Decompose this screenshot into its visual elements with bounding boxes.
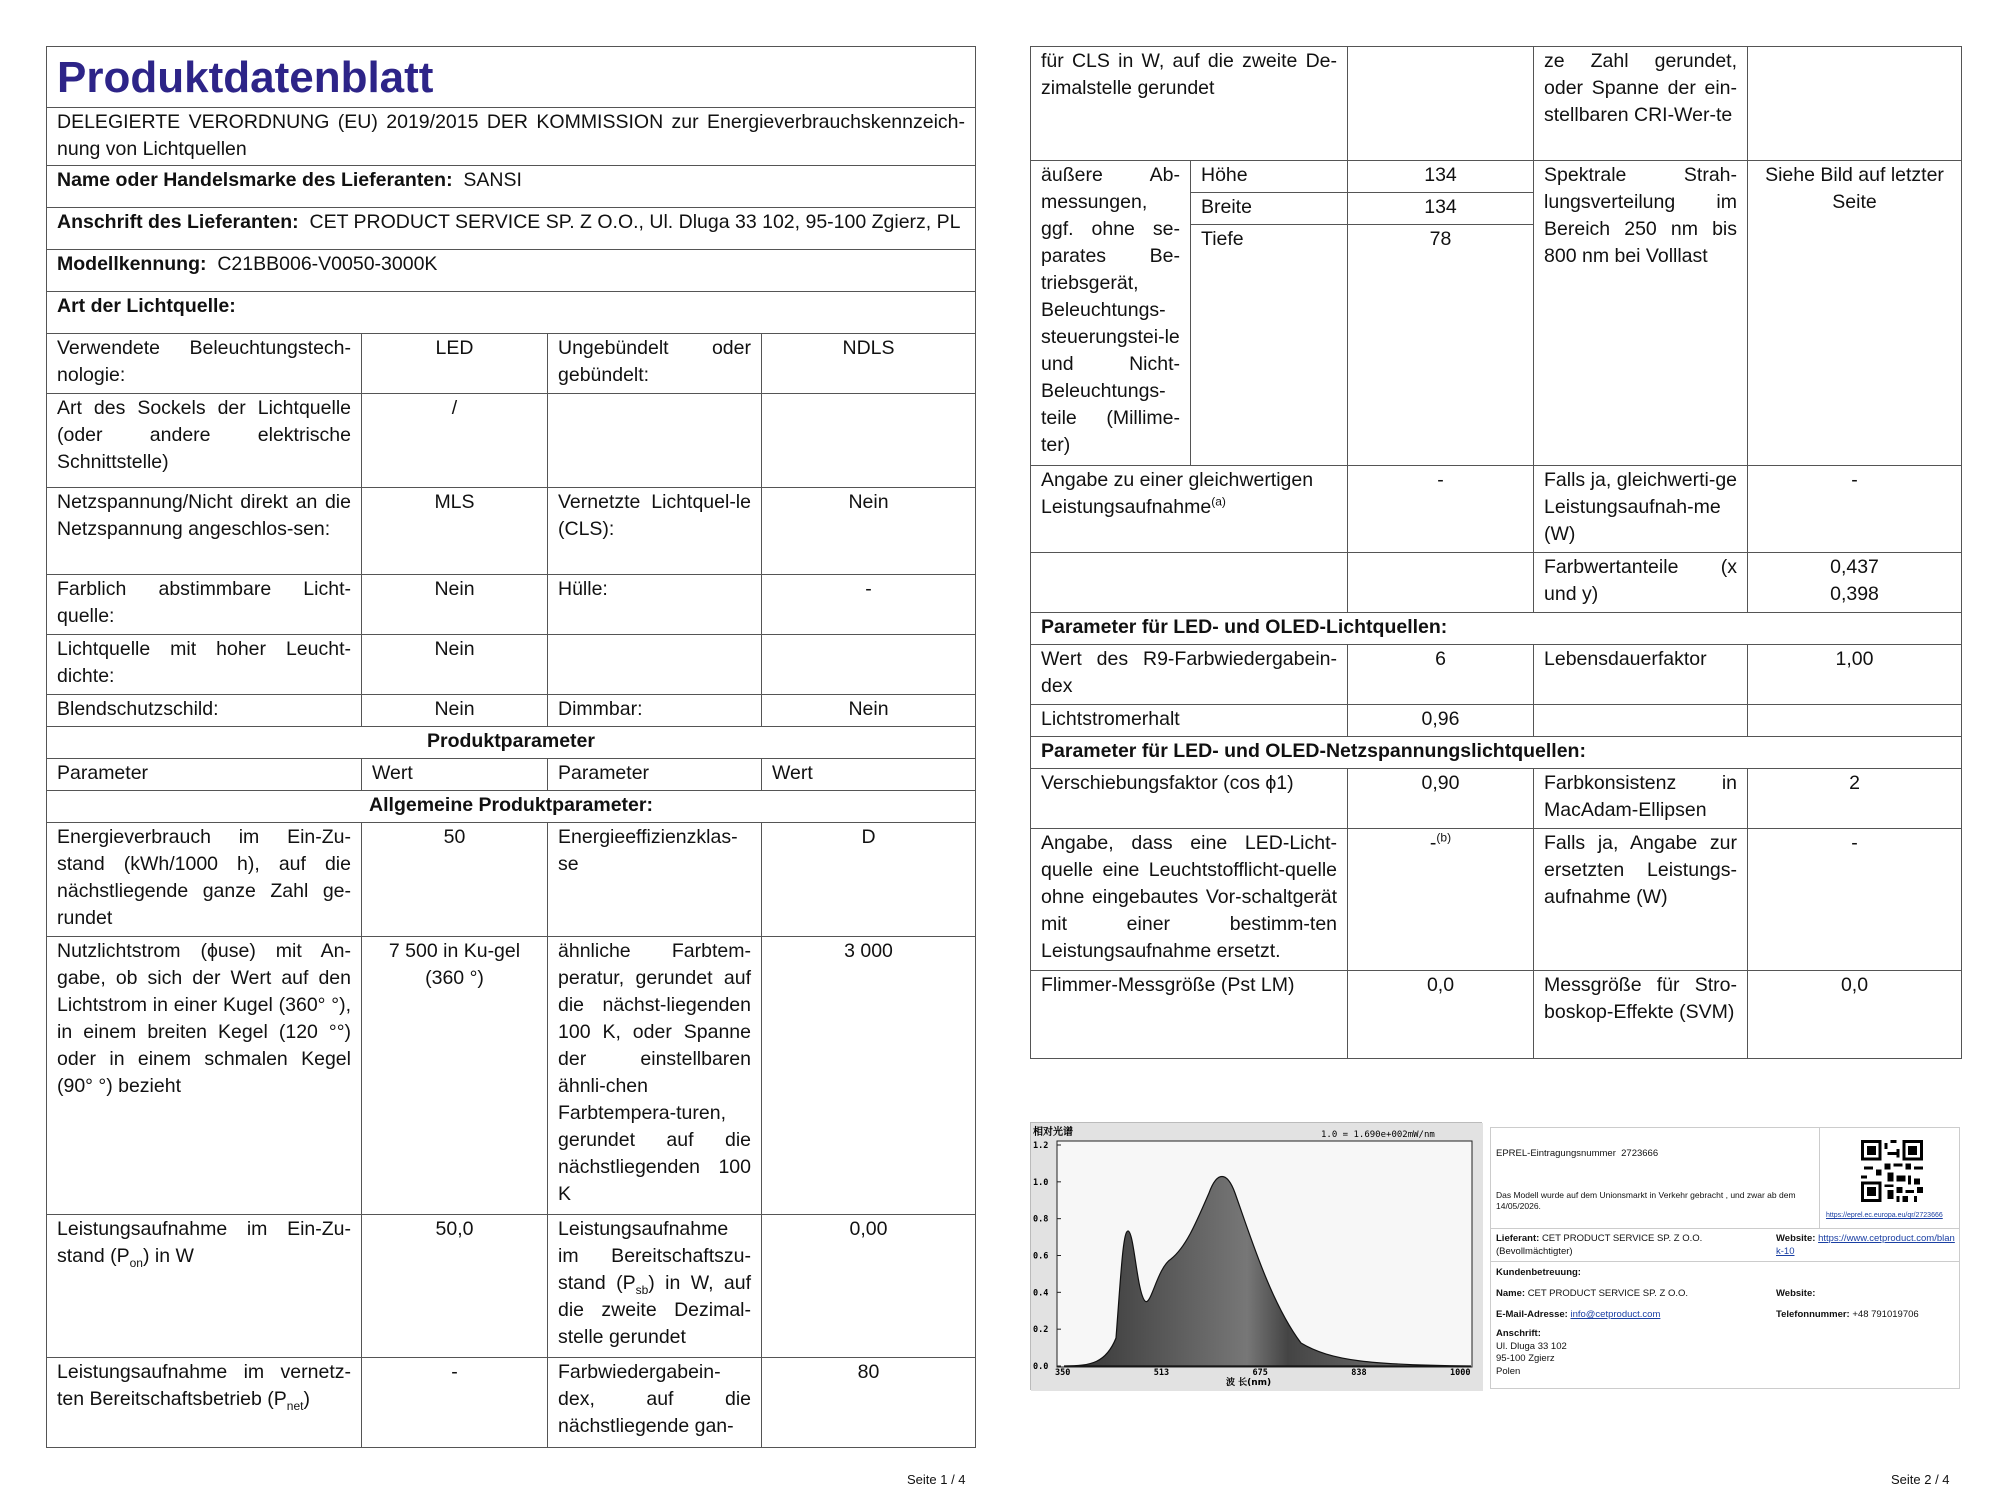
param-value: -$^{(b)}$: [1348, 829, 1534, 971]
model-id: C21BB006-V0050-3000K: [217, 253, 438, 275]
param-value: [762, 394, 976, 488]
param-label: Ungebündelt oder gebündelt:: [548, 334, 762, 394]
param-label: Flimmer-Messgröße (Pst LM): [1031, 971, 1348, 1059]
param-value: D: [762, 823, 976, 937]
param-label: Messgröße für Stro-boskop-Effekte (SVM): [1534, 971, 1748, 1059]
supplier-name: SANSI: [463, 169, 522, 191]
param-label: Dimmbar:: [548, 695, 762, 727]
param-label: Art des Sockels der Lichtquelle (oder andere elektrische Schnittstelle): [47, 394, 362, 488]
param-value: 0,00: [762, 1215, 976, 1358]
y-tick-label: 0.4: [1033, 1288, 1049, 1299]
param-label: Lebensdauerfaktor: [1534, 645, 1748, 705]
supplier-name-label: Name oder Handelsmarke des Lieferanten:: [57, 169, 453, 191]
param-label: ze Zahl gerundet, oder Spanne der ein-stellbaren CRI-Wer-te: [1534, 47, 1748, 161]
param-label: Leistungsaufnahme im vernetz-ten Bereitschaftsbetrieb $(P_{net})$: [47, 1358, 362, 1448]
supplier-name-row: [47, 166, 976, 208]
datasheet-table-page-1: [46, 46, 976, 1448]
param-label: Wert des R9-Farbwiedergabein-dex: [1031, 645, 1348, 705]
param-value: -: [1348, 466, 1534, 553]
supplier-address: CET PRODUCT SERVICE SP. Z O.O., Ul. Dluga 33 102, 95-100 Zgierz, PL: [309, 211, 961, 233]
table-row: [47, 695, 976, 727]
spectrum-chart: [1030, 1122, 1482, 1390]
cs-name: Name: CET PRODUCT SERVICE SP. Z O.O.: [1496, 1288, 1688, 1299]
y-tick-label: 0.0: [1033, 1362, 1049, 1372]
param-value: 3 000: [762, 937, 976, 1215]
eprel-registration: [1490, 1127, 1960, 1389]
param-value: 1,00: [1748, 645, 1962, 705]
dim-label: Tiefe: [1191, 225, 1348, 466]
dim-label: Breite: [1191, 193, 1348, 225]
header-row: [47, 759, 976, 791]
param-value: 2: [1748, 769, 1962, 829]
cs-website-label: Website:: [1776, 1288, 1816, 1299]
table-row: [47, 575, 976, 635]
table-row: [47, 488, 976, 575]
table-row: [47, 937, 976, 1215]
x-tick-label: 1000: [1450, 1368, 1471, 1378]
qr-code-icon: [1861, 1140, 1923, 1202]
customer-service-heading: Kundenbetreuung:: [1496, 1267, 1581, 1278]
model-row: [47, 250, 976, 292]
chart-xlabel: 波 长(nm): [1226, 1378, 1272, 1388]
table-row: [47, 1215, 976, 1358]
regulation-text: DELEGIERTE VERORDNUNG (EU) 2019/2015 DER KOMMISSION zur Energieverbrauchskennzeich-nung von Lichtquellen: [47, 108, 976, 166]
param-value: 0,90: [1348, 769, 1534, 829]
chart-formula: 1.0 = 1.690e+002mW/nm: [1321, 1130, 1435, 1140]
spd-value: Siehe Bild auf letzter Seite: [1748, 161, 1962, 466]
param-label: Farbwiedergabein-dex, auf die nächstliegende gan-: [548, 1358, 762, 1448]
param-value: Nein: [362, 695, 548, 727]
section-led-params: Parameter für LED- und OLED-Lichtquellen:: [1031, 613, 1962, 645]
param-value: MLS: [362, 488, 548, 575]
param-value: [762, 635, 976, 695]
param-label: Falls ja, gleichwerti-ge Leistungsaufnah-me (W): [1534, 466, 1748, 553]
table-row: [47, 1358, 976, 1448]
param-label: Leistungsaufnahme im Ein-Zu-stand $(P_{on})$ in W: [47, 1215, 362, 1358]
y-tick-label: 1.0: [1033, 1177, 1049, 1188]
param-label: Verwendete Beleuchtungstech-nologie:: [47, 334, 362, 394]
param-value: 6: [1348, 645, 1534, 705]
page-number: Seite 1 / 4: [907, 1472, 966, 1487]
table-row: [47, 635, 976, 695]
param-label: Vernetzte Lichtquel-le (CLS):: [548, 488, 762, 575]
table-row: [47, 334, 976, 394]
param-label: Energieverbrauch im Ein-Zu-stand (kWh/1000 h), auf die nächstliegende ganze Zahl ge-rundet: [47, 823, 362, 937]
chart-header: 相对光谱: [1033, 1127, 1073, 1138]
table-row: [1031, 705, 1962, 737]
datasheet-table-page-2: [1030, 46, 1962, 1059]
param-label: Leistungsaufnahme im Bereitschaftszu-stand $(P_{sb})$ in W, auf die zweite Dezimal-stelle gerundet: [548, 1215, 762, 1358]
column-header: Parameter: [548, 759, 762, 791]
y-tick-label: 1.2: [1033, 1141, 1049, 1151]
dim-value: 134: [1348, 193, 1534, 225]
table-row: [47, 823, 976, 937]
param-label: Hülle:: [548, 575, 762, 635]
param-label: Lichtstromerhalt: [1031, 705, 1348, 737]
page-title: Produktdatenblatt: [47, 47, 976, 108]
dim-value: 134: [1348, 161, 1534, 193]
dim-value: 78: [1348, 225, 1534, 466]
dim-label: Höhe: [1191, 161, 1348, 193]
model-label: Modellkennung:: [57, 253, 207, 275]
param-value: LED: [362, 334, 548, 394]
y-tick-label: 0.6: [1033, 1251, 1049, 1262]
param-value: -: [1748, 466, 1962, 553]
light-type-heading: Art der Lichtquelle:: [47, 292, 976, 334]
param-value: -: [762, 575, 976, 635]
param-label: für CLS in W, auf die zweite De-zimalstelle gerundet: [1031, 47, 1348, 161]
param-label: Lichtquelle mit hoher Leucht-dichte:: [47, 635, 362, 695]
param-label: Energieeffizienzklas-se: [548, 823, 762, 937]
param-value: Nein: [362, 635, 548, 695]
param-value: /: [362, 394, 548, 488]
website-link[interactable]: https://www.cetproduct.com/blank-10: [1776, 1233, 1955, 1257]
param-value: -: [362, 1358, 548, 1448]
table-row: [1031, 971, 1962, 1059]
param-value: 0,437 0,398: [1748, 553, 1962, 613]
table-row: [1031, 553, 1962, 613]
column-header: Parameter: [47, 759, 362, 791]
param-value: -: [1748, 829, 1962, 971]
table-row: [1031, 829, 1962, 971]
email-link[interactable]: info@cetproduct.com: [1570, 1309, 1661, 1320]
param-value: 0,96: [1348, 705, 1534, 737]
param-label: [548, 635, 762, 695]
param-label: Farbwertanteile (x und y): [1534, 553, 1748, 613]
param-value: 50: [362, 823, 548, 937]
y-tick-label: 0.2: [1033, 1325, 1049, 1336]
spectrum-svg: [1031, 1123, 1483, 1391]
table-row: [1031, 645, 1962, 705]
x-tick-label: 350: [1055, 1368, 1071, 1378]
param-value: Nein: [362, 575, 548, 635]
section-mains-params: Parameter für LED- und OLED-Netzspannungslichtquellen:: [1031, 737, 1962, 769]
qr-link[interactable]: https://eprel.ec.europa.eu/qr/2723666: [1826, 1212, 1943, 1219]
param-label: Verschiebungsfaktor (cos ϕ1): [1031, 769, 1348, 829]
param-value: 80: [762, 1358, 976, 1448]
param-label: ähnliche Farbtem-peratur, gerundet auf die nächst-liegenden 100 K, oder Spanne der einstellbaren ähnli-chen Farbtempera-turen, gerundet auf die nächstliegenden 100 K: [548, 937, 762, 1215]
x-tick-label: 675: [1252, 1368, 1268, 1378]
param-value: Nein: [762, 695, 976, 727]
cs-email: E-Mail-Adresse: info@cetproduct.com: [1496, 1309, 1661, 1320]
table-row: [47, 394, 976, 488]
table-row: [1031, 466, 1962, 553]
param-label: Angabe, dass eine LED-Licht-quelle eine Leuchtstofflicht-quelle ohne eingebautes Vor-schaltgerät mit einer bestimm-ten Leistungsaufnahme ersetzt.: [1031, 829, 1348, 971]
supplier-address-label: Anschrift des Lieferanten:: [57, 211, 299, 233]
param-value: 0,0: [1748, 971, 1962, 1059]
table-row: [1031, 47, 1962, 161]
x-tick-label: 513: [1153, 1368, 1170, 1378]
section-product-params: Produktparameter: [47, 727, 976, 759]
param-value: NDLS: [762, 334, 976, 394]
eprel-notice: Das Modell wurde auf dem Unionsmarkt in Verkehr gebracht , und zwar ab dem 14/05/2026.: [1496, 1190, 1796, 1211]
param-label: Falls ja, Angabe zur ersetzten Leistungs-aufnahme (W): [1534, 829, 1748, 971]
param-label: Blendschutzschild:: [47, 695, 362, 727]
param-value: 50,0: [362, 1215, 548, 1358]
section-general-params: Allgemeine Produktparameter:: [47, 791, 976, 823]
dimensions-label: äußere Ab-messungen, ggf. ohne se-parates Be-triebsgerät, Beleuchtungs-steuerungstei-le und Nicht-Beleuchtungs-teile (Millime-ter): [1031, 161, 1191, 466]
table-row: [1031, 769, 1962, 829]
column-header: Wert: [762, 759, 976, 791]
param-label: Nutzlichtstrom (ϕuse) mit An-gabe, ob sich der Wert auf den Lichtstrom in einer Kugel (360° °), in einem breiten Kegel (120 °°) oder in einem schmalen Kegel (90° °) bezieht: [47, 937, 362, 1215]
cs-phone: Telefonnummer: +48 791019706: [1776, 1309, 1919, 1320]
x-tick-label: 838: [1351, 1368, 1367, 1378]
page-number: Seite 2 / 4: [1891, 1472, 1950, 1487]
param-value: 7 500 in Ku-gel (360 °): [362, 937, 548, 1215]
supplier-info: Lieferant: CET PRODUCT SERVICE SP. Z O.O. (Bevollmächtigter): [1496, 1233, 1703, 1257]
param-value: 0,0: [1348, 971, 1534, 1059]
eprel-number: EPREL-Eintragungsnummer 2723666: [1496, 1148, 1659, 1159]
supplier-address-row: [47, 208, 976, 250]
param-label: Angabe zu einer gleichwertigen Leistungsaufnahme$^{(a)}$: [1031, 466, 1348, 553]
website-info: Website: https://www.cetproduct.com/blank-10: [1776, 1233, 1955, 1257]
y-tick-label: 0.8: [1033, 1214, 1049, 1225]
param-label: Farbkonsistenz in MacAdam-Ellipsen: [1534, 769, 1748, 829]
column-header: Wert: [362, 759, 548, 791]
param-label: Netzspannung/Nicht direkt an die Netzspannung angeschlos-sen:: [47, 488, 362, 575]
spd-label: Spektrale Strah-lungsverteilung im Bereich 250 nm bis 800 nm bei Volllast: [1534, 161, 1748, 466]
cs-address: Anschrift: Ul. Dluga 33 102 95-100 Zgierz Polen: [1496, 1328, 1567, 1377]
param-label: Farblich abstimmbare Licht-quelle:: [47, 575, 362, 635]
param-value: Nein: [762, 488, 976, 575]
param-label: [548, 394, 762, 488]
